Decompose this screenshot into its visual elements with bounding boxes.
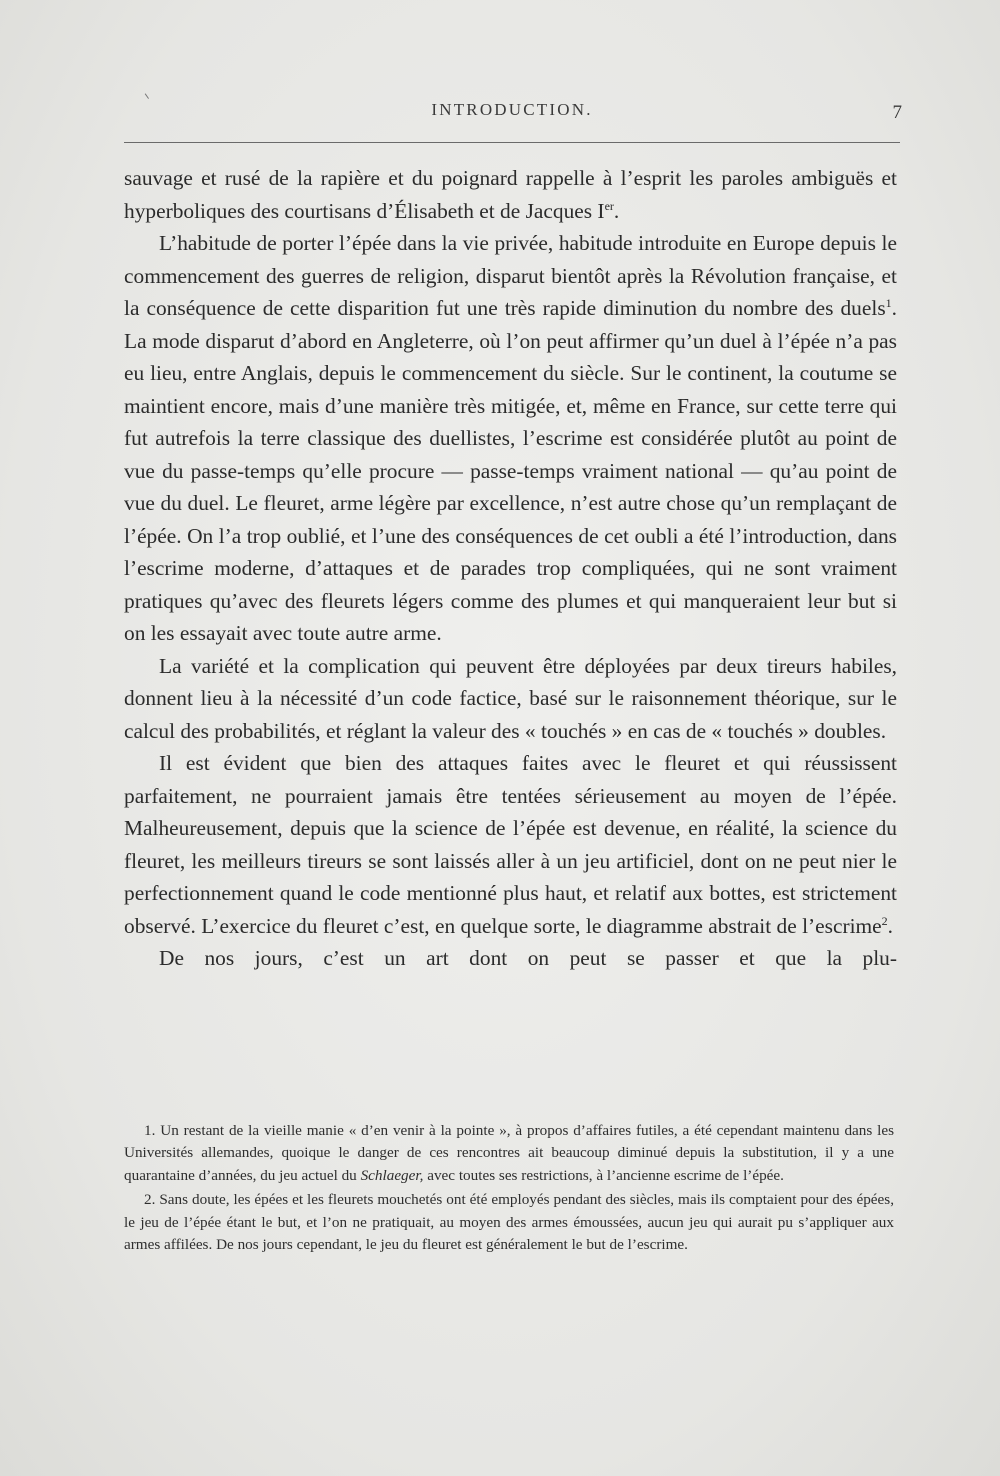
running-title: INTRODUCTION. [431,100,593,119]
print-mark [145,91,153,99]
body-text [124,162,897,975]
footnote-ref-2: 2 [881,913,888,928]
header-rule [124,142,900,143]
footnote-1-text-b: avec toutes ses restrictions, à l’ancienne escrime de l’épée. [423,1166,784,1184]
paragraph-4-end: . [887,913,894,938]
footnote-1-italic: Schlaeger, [360,1166,424,1184]
footnote-1-text-a: 1. Un restant de la vieille manie « d’en venir à la pointe », à propos d’affaires futiles, a été cependant maintenu dans les Universités allemandes, quoique le danger de ces rencontres ait beaucoup diminué depuis la substitution, il y a une quarantaine d’années, du jeu actuel du [124,1122,894,1184]
paragraph-2-text-a: L’habitude de porter l’épée dans la vie privée, habitude introduite en Europe depuis le commencement des guerres de religion, disparut bientôt après la Révolution française, et la conséquence de cette disparition fut une très rapide diminution du nombre des duels [124,231,897,320]
paragraph-1-end: . [613,198,620,223]
footnotes [124,1120,894,1258]
paragraph-2 [124,227,897,650]
paragraph-5: De nos jours, c’est un art dont on peut se passer et que la plu- [159,946,897,970]
paragraph-4 [124,747,897,942]
footnote-1 [124,1120,894,1187]
paragraph-1 [124,162,897,227]
footnote-ref-1: 1 [885,295,892,310]
running-header [124,100,900,130]
paragraph-4-text: Il est évident que bien des attaques faites avec le fleuret et qui réussissent parfaitement, ne pourraient jamais être tentées sérieusement au moyen de l’épée. Malheureusement, depuis que la science de l’épée est devenue, en réalité, la science du fleuret, les meilleurs tireurs se sont laissés aller à un jeu artificiel, dont on ne peut nier le perfectionnement quand le code mentionné plus haut, et relatif aux bottes, est strictement observé. L’exercice du fleuret c’est, en quelque sorte, le diagramme abstrait de l’escrime [124,751,897,938]
paragraph-3: La variété et la complication qui peuvent être déployées par deux tireurs habiles, donnent lieu à la nécessité d’un code factice, basé sur le raisonnement théorique, sur le calcul des probabilités, et réglant la valeur des « touchés » en cas de « touchés » doubles. [124,653,897,743]
paragraph-1-text: sauvage et rusé de la rapière et du poignard rappelle à l’esprit les paroles ambiguës et hyperboliques des courtisans d’Élisabeth et de Jacques I [124,166,897,223]
page-number: 7 [892,102,902,123]
paragraph-2-text-b: . La mode disparut d’abord en Angleterre, où l’on peut affirmer qu’un duel à l’épée n’a pas eu lieu, entre Anglais, depuis le commencement du siècle. Sur le continent, la coutume se maintient encore, mais d’une manière très mitigée, et, même en France, sur cette terre qui fut autrefois la terre classique des duellistes, l’escrime est considérée plutôt au point de vue du passe-temps qu’elle procure — passe-temps vraiment national — qu’au point de vue du duel. Le fleuret, arme légère par excellence, n’est autre chose qu’un remplaçant de l’épée. On l’a trop oublié, et l’une des conséquences de cet oubli a été l’introduction, dans l’escrime moderne, d’attaques et de parades trop compliquées, qui ne sont vraiment pratiques qu’avec des fleurets légers comme des plumes et qui manqueraient leur but si on les essayait avec toute autre arme. [124,296,897,645]
superscript-er: er [604,198,614,213]
footnote-2: 2. Sans doute, les épées et les fleurets mouchetés ont été employés pendant des siècles, mais ils comptaient pour des épées, le jeu de l’épée étant le but, et l’on ne pratiquait, au moyen des armes émoussées, aucun jeu qui aurait pu s’appliquer aux armes affilées. De nos jours cependant, le jeu du fleuret est généralement le but de l’escrime. [124,1191,894,1254]
